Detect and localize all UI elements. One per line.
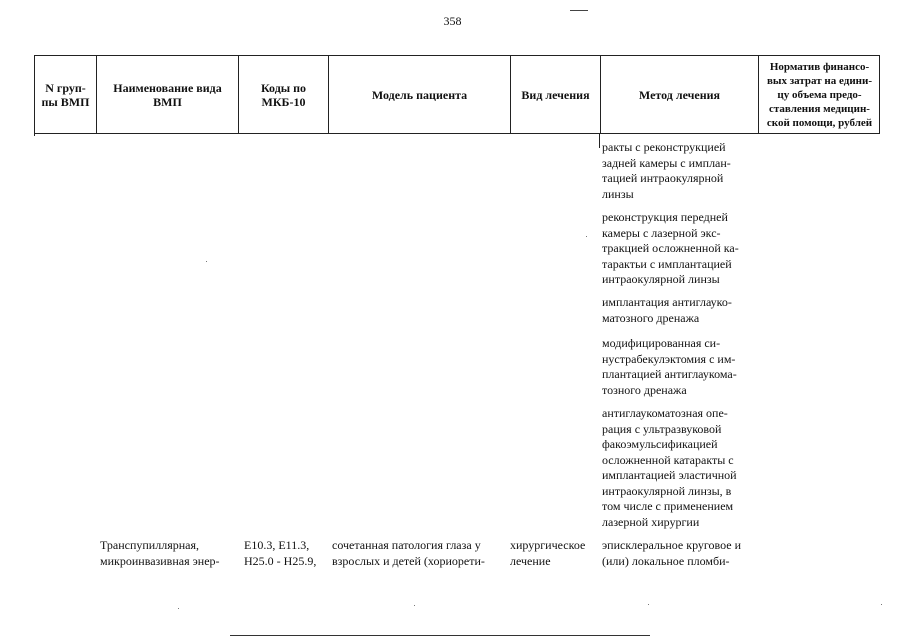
row-vmp-name: Транспупиллярная, микроинвазивная энер-: [100, 538, 220, 568]
scan-speck: [881, 604, 882, 605]
scan-speck: [648, 604, 649, 605]
page-number: 358: [443, 14, 462, 28]
table-border: [34, 134, 35, 136]
header-group-number: N груп- пы ВМП: [35, 56, 97, 133]
row-treatment-type: хирургическое лечение: [510, 538, 586, 568]
scan-speck: [414, 605, 415, 606]
header-treatment-type: Вид лечения: [511, 56, 601, 133]
scan-speck: [178, 608, 179, 609]
row-patient-model: сочетанная патология глаза у взрослых и детей (хориорети-: [332, 538, 485, 568]
method-entry-5: антиглаукоматозная опе- рация с ультразвуковой факоэмульсификацией осложненной катаракты с имплантацией эластичной интраокулярной линзы, в том числе с применением лазерной хирургии: [602, 406, 737, 529]
method-entry-3: имплантация антиглауко- матозного дренажа: [602, 295, 732, 325]
header-financial-norm: Норматив финансо- вых затрат на едини- цу объема предо- ставления медицин- ской помощи, рублей: [766, 60, 873, 129]
method-entry-2: реконструкция передней камеры с лазерной экс- тракцией осложненной ка- тарактьи с имплантацией интраокулярной линзы: [602, 210, 739, 286]
header-patient-model: Модель пациента: [329, 56, 511, 133]
header-icd-codes: Коды по МКБ-10: [239, 56, 329, 133]
method-entry-4: модифицированная си- нустрабекулэктомия с им- плантацией антиглаукома- тозного дренажа: [602, 336, 737, 397]
method-column-border: [599, 134, 600, 148]
table-header: [34, 55, 880, 134]
row-treatment-method: эписклеральное круговое и (или) локальное пломби-: [602, 538, 742, 568]
scan-speck: [206, 261, 207, 262]
header-vmp-name: Наименование вида ВМП: [97, 56, 239, 133]
scan-edge-line: [230, 635, 650, 636]
method-entry-1: ракты с реконструкцией задней камеры с имплан- тацией интраокулярной линзы: [602, 140, 731, 201]
scan-speck: [586, 236, 587, 237]
header-treatment-method: Метод лечения: [601, 56, 759, 133]
scan-mark: [570, 10, 588, 11]
row-icd-codes: E10.3, E11.3, H25.0 - H25.9,: [244, 538, 317, 568]
